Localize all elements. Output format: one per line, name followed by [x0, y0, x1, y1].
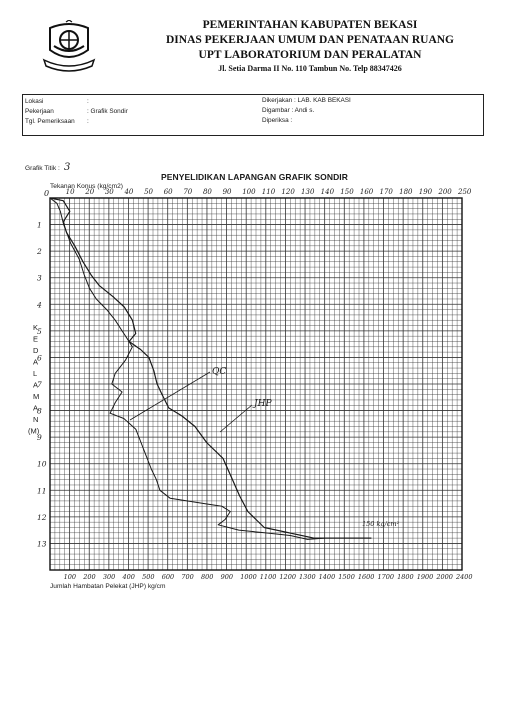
depth-tick-label: 4 — [37, 300, 42, 310]
top-axis-tick-label: 130 — [301, 188, 315, 196]
bottom-axis-tick-label: 900 — [220, 573, 233, 581]
depth-axis-letter: A — [33, 357, 39, 367]
top-axis-tick-label: 70 — [183, 188, 193, 196]
end-note-annotation: 150 kg/cm² — [362, 520, 400, 528]
header-address: Jl. Setia Darma II No. 110 Tambun No. Telp 88347426 — [218, 64, 402, 73]
grafik-titik-value: 3 — [64, 162, 71, 173]
top-axis-tick-label: 40 — [124, 188, 134, 196]
bottom-axis-tick-label: 600 — [161, 573, 175, 581]
header-line-3: UPT LABORATORIUM DAN PERALATAN — [198, 49, 422, 61]
bottom-axis-tick-label: 1700 — [377, 573, 395, 581]
bottom-axis-tick-label: 100 — [63, 573, 77, 581]
bottom-axis-tick-label: 400 — [122, 573, 135, 581]
depth-tick-label: 10 — [37, 459, 47, 469]
depth-tick-label: 3 — [37, 273, 42, 283]
top-axis-tick-label: 140 — [320, 188, 335, 196]
top-axis-tick-label: 160 — [359, 188, 374, 196]
depth-axis-letter: E — [33, 334, 39, 344]
bottom-axis-tick-label: 700 — [181, 573, 194, 581]
jhp-annotation: JHP — [254, 399, 272, 409]
bottom-axis-tick-label: 2000 — [436, 573, 453, 581]
top-axis-ticks — [44, 188, 472, 198]
bottom-axis-tick-label: 1900 — [416, 573, 434, 581]
depth-axis-letter: K — [33, 323, 39, 332]
grafik-titik-label: Grafik Titik : — [25, 165, 60, 172]
jhp-leader-line — [220, 405, 252, 432]
bottom-axis-tick-label: 1300 — [299, 573, 316, 581]
depth-tick-label: 12 — [37, 512, 47, 522]
bottom-axis-tick-label: 1500 — [338, 573, 355, 581]
top-axis-tick-label: 80 — [202, 188, 212, 196]
bottom-axis-tick-label: 2400 — [456, 573, 473, 581]
top-axis-tick-label: 50 — [144, 188, 154, 196]
dikerjakan-text: Dikerjakan : LAB. KAB BEKASI — [262, 97, 351, 104]
chart-series — [50, 198, 371, 539]
lokasi-label: Lokasi — [25, 98, 44, 105]
depth-axis-letter: (M) — [28, 426, 40, 436]
top-axis-tick-label: 30 — [104, 188, 114, 196]
header-line-2: DINAS PEKERJAAN UMUM DAN PENATAAN RUANG — [165, 34, 455, 46]
tgl-pemeriksaan-label: Tgl. Pemeriksaan — [25, 118, 75, 125]
bottom-axis-tick-label: 1100 — [259, 573, 277, 581]
pekerjaan-label: Pekerjaan — [25, 108, 54, 115]
depth-tick-label: 9 — [37, 433, 42, 443]
depth-axis-letter: A — [33, 403, 39, 413]
depth-tick-label: 13 — [37, 539, 47, 549]
bottom-axis-tick-label: 500 — [142, 573, 155, 581]
bottom-axis-label: Jumlah Hambatan Pelekat (JHP) kg/cm — [50, 583, 166, 590]
bottom-axis-tick-label: 1400 — [318, 573, 336, 581]
depth-axis-letter: L — [33, 369, 38, 378]
depth-tick-label: 5 — [37, 326, 42, 336]
diperiksa-text: Diperiksa : — [262, 117, 293, 124]
bottom-axis-tick-label: 300 — [102, 573, 116, 581]
depth-axis-letter: N — [33, 415, 39, 424]
top-axis-zero-label: 0 — [44, 189, 50, 198]
bottom-axis-tick-label: 200 — [83, 573, 96, 581]
bottom-axis-tick-label: 1000 — [240, 573, 257, 581]
pekerjaan-value: : Grafik Sondir — [87, 108, 128, 115]
top-axis-tick-label: 190 — [418, 188, 433, 196]
top-axis-tick-label: 120 — [281, 188, 295, 196]
depth-tick-label: 7 — [37, 380, 42, 389]
top-axis-tick-label: 170 — [379, 188, 393, 196]
bottom-axis-tick-label: 800 — [200, 573, 214, 581]
top-axis-tick-label: 90 — [222, 188, 232, 196]
top-axis-tick-label: 150 — [340, 188, 354, 196]
bottom-axis-tick-label: 1200 — [279, 573, 296, 581]
top-axis-tick-label: 180 — [399, 188, 413, 196]
depth-tick-label: 2 — [37, 247, 42, 257]
header-line-1: PEMERINTAHAN KABUPATEN BEKASI — [202, 19, 418, 31]
depth-tick-label: 11 — [37, 486, 47, 496]
lokasi-value: : — [87, 98, 89, 105]
qc-leader-line — [130, 372, 210, 420]
top-axis-tick-label: 20 — [85, 188, 95, 196]
depth-tick-label: 6 — [37, 353, 42, 363]
top-axis-tick-label: 100 — [242, 188, 256, 196]
bottom-axis-ticks — [64, 573, 473, 581]
qc-annotation: QC — [212, 367, 227, 377]
bottom-axis-tick-label: 1600 — [357, 573, 375, 581]
tgl-pemeriksaan-value: : — [87, 118, 89, 125]
chart-title: PENYELIDIKAN LAPANGAN GRAFIK SONDIR — [160, 172, 349, 182]
top-axis-label: Tekanan Konus (kg/cm2) — [50, 183, 123, 190]
digambar-text: Digambar : Andi s. — [262, 107, 315, 114]
bottom-axis-tick-label: 1800 — [397, 573, 414, 581]
depth-tick-label: 8 — [37, 406, 42, 416]
top-axis-tick-label: 110 — [261, 188, 276, 196]
top-axis-tick-label: 10 — [65, 188, 75, 196]
top-axis-tick-label: 200 — [438, 188, 452, 196]
depth-axis-letter: D — [33, 346, 39, 355]
depth-axis-letter: M — [33, 392, 40, 401]
top-axis-tick-label: 250 — [458, 188, 472, 196]
depth-tick-label: 1 — [37, 220, 42, 230]
top-axis-tick-label: 60 — [163, 188, 173, 196]
depth-axis-letter: A — [33, 380, 39, 390]
